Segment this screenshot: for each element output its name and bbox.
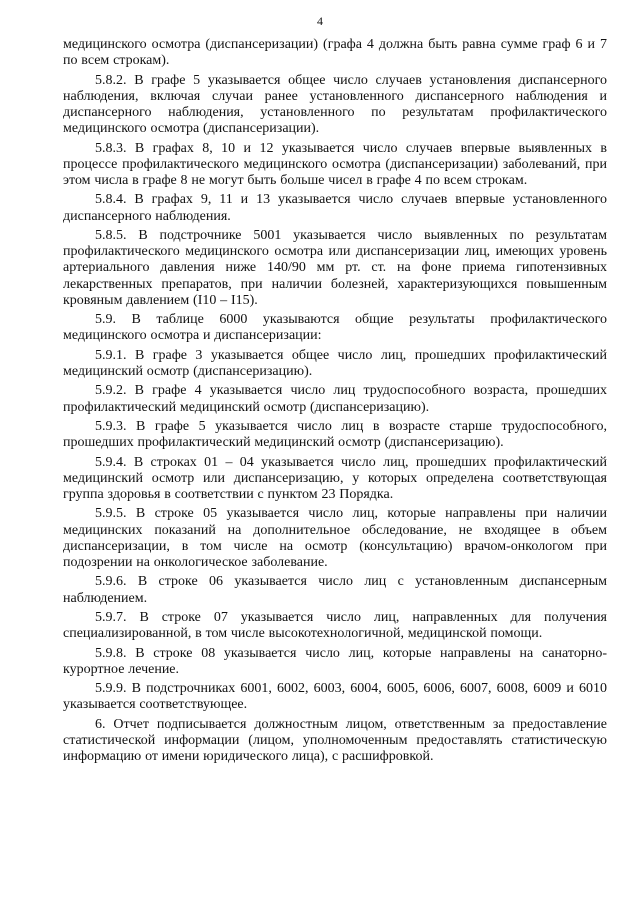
document-body: [63, 0, 607, 765]
paragraph-5-9-6: 5.9.6. В строке 06 указывается число лиц с установленным диспансерным наблюдением.: [63, 574, 607, 606]
paragraph-5-8-2: 5.8.2. В графе 5 указывается общее число случаев установления диспансерного наблюдения, включая случаи ранее установленного диспансерного наблюдения и диспансерного наблюдения, установленного по результатам профилактического медицинского осмотра (диспансеризации).: [63, 72, 607, 137]
paragraph-5-9-1: 5.9.1. В графе 3 указывается общее число лиц, прошедших профилактический медицинский осмотр (диспансеризацию).: [63, 347, 607, 379]
paragraph-5-8-5: 5.8.5. В подстрочнике 5001 указывается число выявленных по результатам профилактического медицинского осмотра или диспансеризации лиц, имеющих уровень артериального давления ниже 140/90 мм рт. ст. на фоне приема гипотензивных лекарственных препаратов, при наличии болезней, характеризующихся повышенным кровяным давлением (I10 – I15).: [63, 227, 607, 308]
page-number: 4: [317, 14, 323, 28]
paragraph-5-9: 5.9. В таблице 6000 указываются общие результаты профилактического медицинского осмотра и диспансеризации:: [63, 312, 607, 344]
paragraph-continuation: медицинского осмотра (диспансеризации) (графа 4 должна быть равна сумме граф 6 и 7 по всем строкам).: [63, 37, 607, 69]
paragraph-5-8-4: 5.8.4. В графах 9, 11 и 13 указывается число случаев впервые установленного диспансерного наблюдения.: [63, 192, 607, 224]
paragraph-5-9-9: 5.9.9. В подстрочниках 6001, 6002, 6003, 6004, 6005, 6006, 6007, 6008, 6009 и 6010 указывается соответствующее.: [63, 681, 607, 713]
paragraph-5-9-7: 5.9.7. В строке 07 указывается число лиц, направленных для получения специализированной, в том числе высокотехнологичной, медицинской помощи.: [63, 609, 607, 642]
paragraph-5-8-3: 5.8.3. В графах 8, 10 и 12 указывается число случаев впервые выявленных в процессе профилактического медицинского осмотра (диспансеризации) заболеваний, при этом числа в графе 8 не могут быть больше чисел в графе 4 по всем строкам.: [63, 140, 607, 188]
paragraph-5-9-2: 5.9.2. В графе 4 указывается число лиц трудоспособного возраста, прошедших профилактический медицинский осмотр (диспансеризацию).: [63, 383, 607, 415]
paragraph-6: 6. Отчет подписывается должностным лицом, ответственным за предоставление статистической информации (лицом, уполномоченным предоставлять статистическую информацию от имени юридического лица), с расшифровкой.: [63, 716, 607, 765]
paragraph-5-9-8: 5.9.8. В строке 08 указывается число лиц, которые направлены на санаторно-курортное лечение.: [63, 645, 607, 677]
paragraph-5-9-4: 5.9.4. В строках 01 – 04 указывается число лиц, прошедших профилактический медицинский осмотр или диспансеризацию, у которых определена соответствующая группа здоровья в соответствии с пунктом 23 Порядка.: [63, 454, 607, 502]
paragraph-5-9-3: 5.9.3. В графе 5 указывается число лиц в возрасте старше трудоспособного, прошедших профилактический медицинский осмотр (диспансеризацию).: [63, 418, 607, 451]
paragraph-5-9-5: 5.9.5. В строке 05 указывается число лиц, которые направлены при наличии медицинских показаний на дополнительное обследование, не входящее в объем диспансеризации, в том числе на осмотр (консультацию) врачом-онкологом при подозрении на онкологическое заболевание.: [63, 506, 607, 570]
